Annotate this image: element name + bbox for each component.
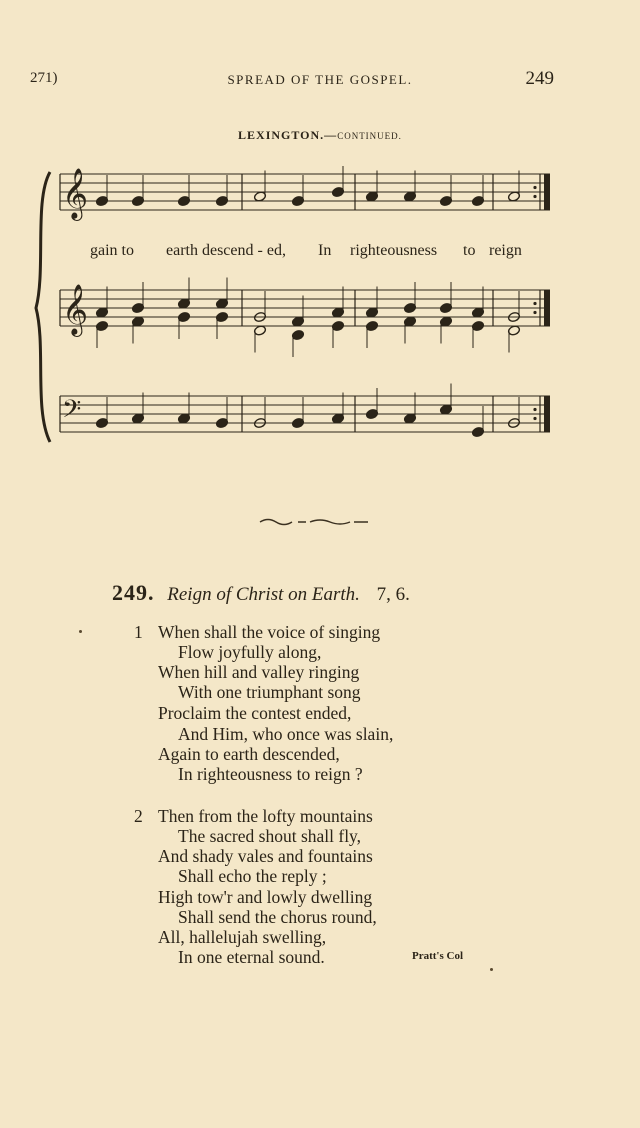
ornament-divider bbox=[258, 516, 378, 528]
tune-title bbox=[0, 128, 640, 143]
running-head bbox=[0, 68, 640, 92]
stanza-line: Flow joyfully along, bbox=[178, 642, 322, 662]
stanza-line: And Him, who once was slain, bbox=[178, 724, 394, 744]
stanza-number: 2 bbox=[134, 806, 143, 826]
stanza-line: The sacred shout shall fly, bbox=[178, 826, 362, 846]
stanza-line: Again to earth descended, bbox=[158, 744, 340, 764]
repeat-dot bbox=[533, 417, 536, 420]
music-score bbox=[0, 160, 640, 450]
lyric-syllable: righteousness bbox=[350, 242, 438, 259]
lyric-syllable: to bbox=[463, 242, 476, 259]
lyric-syllable: reign bbox=[489, 242, 522, 259]
repeat-dot bbox=[533, 195, 536, 198]
lyric-syllable: earth descend - ed, bbox=[166, 242, 286, 259]
running-head-title: SPREAD OF THE GOSPEL. bbox=[227, 72, 413, 87]
print-speck bbox=[490, 968, 493, 971]
stanza-line: When hill and valley ringing bbox=[158, 662, 360, 682]
treble-clef-icon: 𝄞 bbox=[62, 168, 89, 219]
final-barline-thick bbox=[544, 174, 550, 210]
lyric-syllable: In bbox=[318, 242, 332, 259]
repeat-dot bbox=[533, 302, 536, 305]
stanza-line: High tow'r and lowly dwelling bbox=[158, 887, 373, 907]
stanza-line: When shall the voice of singing bbox=[158, 622, 381, 642]
system-brace bbox=[36, 172, 50, 442]
stanza-line: In righteousness to reign ? bbox=[178, 764, 363, 784]
repeat-dot bbox=[533, 408, 536, 411]
bass-clef-icon: 𝄢 bbox=[62, 395, 82, 430]
hymn-heading bbox=[112, 580, 410, 606]
stanza-line: In one eternal sound. bbox=[178, 947, 325, 967]
tune-name: LEXINGTON.— bbox=[238, 128, 338, 142]
stanza-line: With one triumphant song bbox=[178, 682, 361, 702]
stanza-line: Shall send the chorus round, bbox=[178, 907, 377, 927]
hymn-number: 249. bbox=[112, 580, 155, 605]
treble-clef-icon: 𝄞 bbox=[62, 284, 89, 335]
tune-continued: CONTINUED. bbox=[337, 131, 402, 141]
stanza-line: Proclaim the contest ended, bbox=[158, 703, 352, 723]
page-number: 249 bbox=[525, 68, 554, 89]
final-barline-thick bbox=[544, 290, 550, 326]
attribution: Pratt's Col bbox=[412, 950, 464, 962]
running-head-left: 271) bbox=[30, 70, 58, 86]
stanza-line: Then from the lofty mountains bbox=[158, 806, 373, 826]
hymn-title: Reign of Christ on Earth. bbox=[167, 584, 360, 605]
hymn-meter: 7, 6. bbox=[376, 584, 410, 605]
stanza-line: And shady vales and fountains bbox=[158, 846, 373, 866]
print-speck bbox=[79, 630, 82, 633]
stanza-line: All, hallelujah swelling, bbox=[158, 927, 327, 947]
repeat-dot bbox=[533, 311, 536, 314]
final-barline-thick bbox=[544, 396, 550, 432]
lyric-syllable: gain to bbox=[90, 242, 134, 259]
stanza-number: 1 bbox=[134, 622, 143, 642]
repeat-dot bbox=[533, 186, 536, 189]
stanza-line: Shall echo the reply ; bbox=[178, 866, 327, 886]
